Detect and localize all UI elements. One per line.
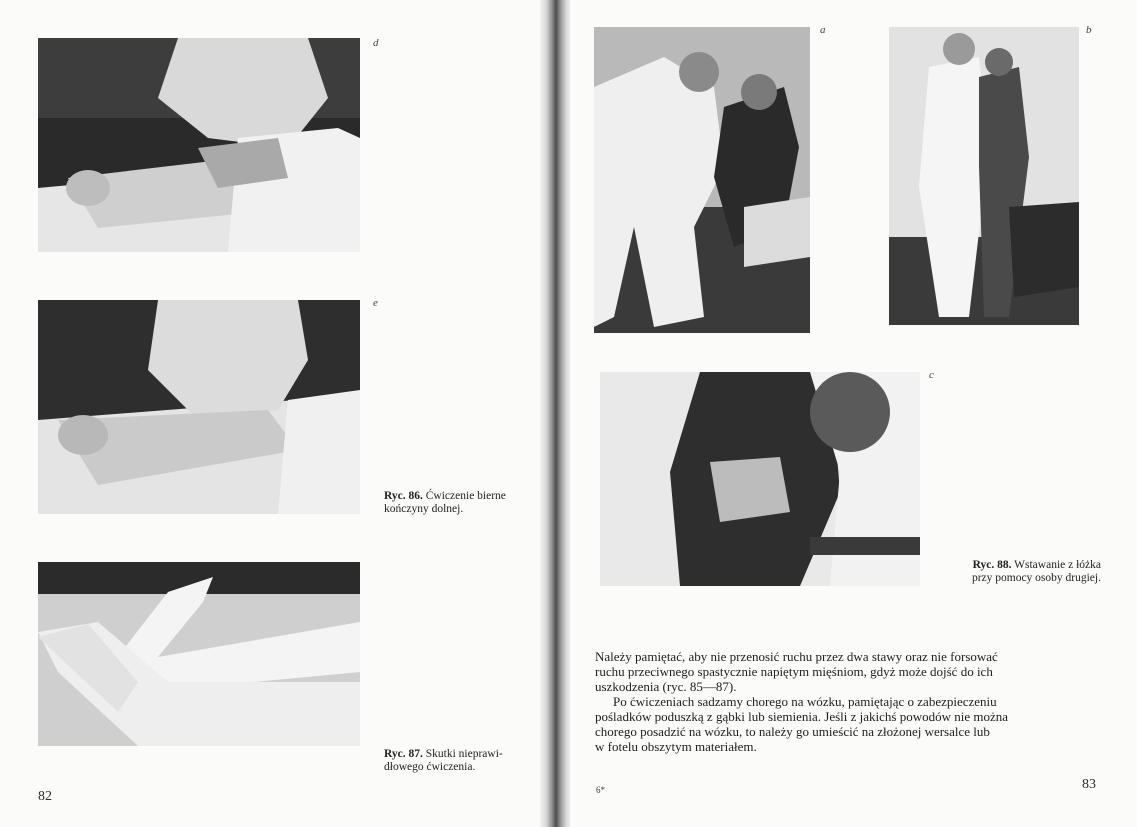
caption-88-line2: przy pomocy osoby drugiej. (971, 572, 1101, 584)
book-spine (540, 0, 572, 827)
figure-letter-c: c (929, 369, 934, 381)
photo-b (889, 27, 1079, 325)
p2-line3: chorego posadzić na wózku, to należy go umieścić na złożonej wersalce lub (595, 724, 990, 739)
photo-d (38, 38, 360, 252)
photo-a (594, 27, 810, 333)
caption-87-label: Ryc. 87. (384, 748, 423, 760)
photo-e (38, 300, 360, 514)
photo-ryc-87 (38, 562, 360, 746)
body-paragraphs (595, 649, 1095, 754)
p2-line1: Po ćwiczeniach sadzamy chorego na wózku, pamiętając o zabezpieczeniu (613, 694, 997, 709)
page-number-right: 83 (1082, 777, 1096, 792)
caption-ryc-86 (384, 490, 540, 516)
figure-letter-b: b (1086, 24, 1092, 36)
p1-line2: ruchu przeciwnego spastycznie napiętym mięśniom, gdyż może dojść do ich (595, 664, 993, 679)
caption-86-line1: Ćwiczenie bierne (422, 490, 506, 502)
caption-ryc-87 (384, 748, 540, 774)
p1-line3: uszkodzenia (ryc. 85—87). (595, 679, 737, 694)
caption-87-line2: dłowego ćwiczenia. (384, 761, 476, 773)
p2-line2: pośladków poduszką z gąbki lub siemienia. Jeśli z jakichś powodów nie można (595, 709, 1009, 724)
p2-line4: w fotelu obszytym materiałem. (595, 739, 757, 754)
figure-letter-e: e (373, 297, 378, 309)
signature-mark: 6* (596, 785, 605, 795)
figure-letter-a: a (820, 24, 826, 36)
photo-c (600, 372, 920, 586)
caption-86-label: Ryc. 86. (384, 490, 423, 502)
caption-88-label: Ryc. 88. (972, 559, 1012, 571)
left-page (0, 0, 548, 827)
caption-86-line2: kończyny dolnej. (384, 503, 464, 515)
caption-87-line1: Skutki nieprawi- (422, 748, 503, 760)
page-number-left: 82 (38, 789, 52, 804)
figure-letter-d: d (373, 37, 379, 49)
right-page (570, 0, 1137, 827)
caption-88-line1: Wstawanie z łóżka (1011, 559, 1101, 571)
caption-ryc-88 (941, 559, 1101, 585)
p1-line1: Należy pamiętać, aby nie przenosić ruchu przez dwa stawy oraz nie forsować (595, 649, 998, 664)
